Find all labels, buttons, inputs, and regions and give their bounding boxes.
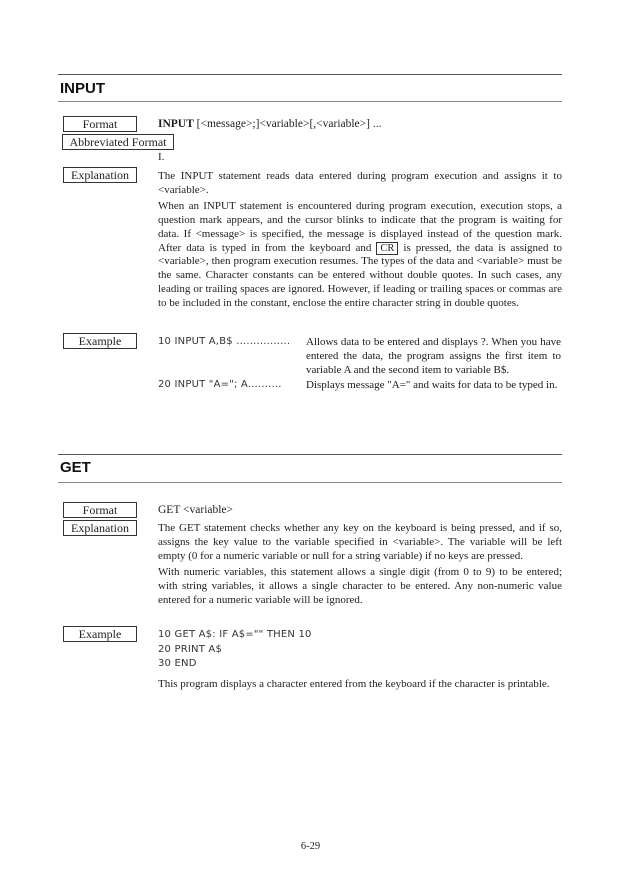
get-section-title: GET: [60, 459, 91, 476]
input-explanation: [158, 170, 562, 311]
input-explanation-p2-part2: is pressed, the data is assigned to <variable>, then program execution resumes. The types of the data and <variable> must be the same. Character constants can be entered without double quotes. In such cases, any leading or trailing spaces are ignored. However, if leading or trailing spaces or commas are to be included in the constant, enclose the entire character string in double quotes.: [158, 241, 562, 310]
input-explanation-p2: [158, 200, 562, 311]
input-format-syntax: [<message>;]<variable>[,<variable>] ...: [193, 118, 382, 130]
input-section-title: INPUT: [60, 80, 105, 97]
input-example-label: Example: [63, 333, 137, 349]
input-example-2-desc: Displays message "A=" and waits for data to be typed in.: [306, 379, 558, 391]
get-bottom-rule: [58, 482, 562, 483]
get-example-label: Example: [63, 626, 137, 642]
input-example-1-desc: Allows data to be entered and displays ?. When you have entered the data, the program assigns the first item to variable A and the second item to variable B$.: [306, 336, 561, 376]
input-abbrev-text: I.: [158, 151, 165, 163]
input-bottom-rule: [58, 101, 562, 102]
get-example-desc-text: This program displays a character entered from the keyboard if the character is printable.: [158, 678, 550, 690]
cr-key-box: CR: [376, 242, 398, 255]
input-explanation-label: Explanation: [63, 167, 137, 183]
get-example-code: [158, 628, 312, 672]
input-format-label: Format: [63, 116, 137, 132]
get-code-line-1: 10 GET A$: IF A$="" THEN 10: [158, 629, 312, 640]
input-explanation-p1: The INPUT statement reads data entered during program execution and assigns it to <variable>.: [158, 170, 562, 196]
get-explanation-p1: The GET statement checks whether any key on the keyboard is being pressed, and if so, assigns the key value to the variable specified in <variable>. The variable will be left empty (0 for a numeric variable or null for a string variable) if no keys are pressed.: [158, 522, 562, 562]
input-abbrev-label: Abbreviated Format: [62, 134, 174, 150]
page-number: 6-29: [300, 841, 321, 852]
input-top-rule: [58, 74, 562, 75]
input-format-keyword: INPUT: [158, 118, 194, 130]
get-code-line-2: 20 PRINT A$: [158, 643, 223, 655]
input-explanation-p2-part1: When an INPUT statement is encountered during program execution, execution stops, a question mark appears, and the cursor blinks to indicate that the program is waiting for data. If <message> is specified, the message is displayed instead of the question mark. After data is typed in from the keyboard and: [158, 199, 562, 254]
input-example-1-code: 10 INPUT A,B$ ................: [158, 336, 291, 347]
input-example-2-code: 20 INPUT "A="; A..........: [158, 379, 282, 390]
get-format-label: Format: [63, 502, 137, 518]
get-explanation-p2: With numeric variables, this statement allows a single digit (from 0 to 9) to be entered; with string variables, it allows a single character to be entered. Any non-numeric value entered for a numeric variable will be ignored.: [158, 565, 562, 606]
get-example-desc: [158, 678, 562, 692]
get-code-line-3: 30 END: [158, 658, 197, 669]
get-explanation: [158, 522, 562, 607]
input-format-text: [158, 118, 562, 132]
get-format-text: GET <variable>: [158, 504, 234, 516]
input-example-2: [158, 378, 562, 408]
get-top-rule: [58, 454, 562, 455]
input-example-1: [158, 335, 562, 383]
get-explanation-label: Explanation: [63, 520, 137, 536]
